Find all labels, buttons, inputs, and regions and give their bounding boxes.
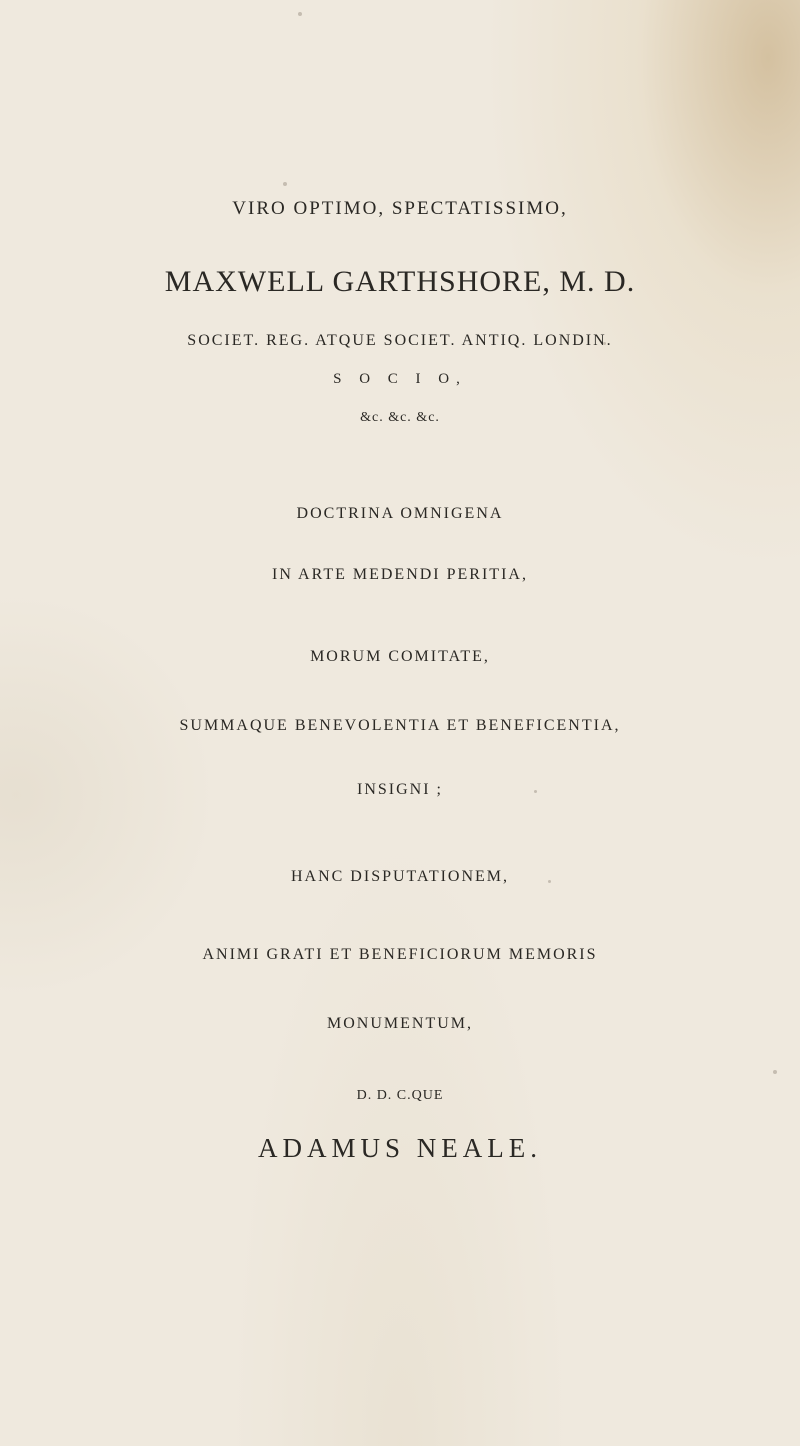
dedication-line-etc: &c. &c. &c. bbox=[360, 410, 440, 425]
dedication-line-socio: S O C I O, bbox=[333, 371, 467, 387]
author-signature: ADAMUS NEALE. bbox=[258, 1133, 542, 1163]
dedicatee-name: MAXWELL GARTHSHORE, M. D. bbox=[164, 265, 636, 298]
ink-speck bbox=[298, 12, 302, 16]
dedication-line-morum: MORUM COMITATE, bbox=[310, 648, 490, 665]
ink-speck bbox=[534, 790, 537, 793]
dedication-line-animi: ANIMI GRATI ET BENEFICIORUM MEMORIS bbox=[202, 946, 598, 963]
ink-speck bbox=[548, 880, 551, 883]
dedication-line-arte: IN ARTE MEDENDI PERITIA, bbox=[272, 566, 528, 583]
dedication-line-doctrina: DOCTRINA OMNIGENA bbox=[296, 505, 504, 522]
ink-speck bbox=[283, 182, 287, 186]
dedication-line-disputationem: HANC DISPUTATIONEM, bbox=[290, 868, 510, 885]
dedication-line-societies: SOCIET. REG. ATQUE SOCIET. ANTIQ. LONDIN. bbox=[187, 332, 613, 349]
ink-speck bbox=[773, 1070, 777, 1074]
dedication-line-monumentum: MONUMENTUM, bbox=[327, 1015, 473, 1032]
dedication-line-viro: VIRO OPTIMO, SPECTATISSIMO, bbox=[232, 198, 568, 219]
ink-speck bbox=[603, 342, 606, 345]
dedication-line-benevolentia: SUMMAQUE BENEVOLENTIA ET BENEFICENTIA, bbox=[179, 717, 621, 734]
dedication-line-insigni: INSIGNI ; bbox=[357, 781, 443, 798]
dedication-line-ddc: D. D. C.QUE bbox=[356, 1088, 444, 1103]
